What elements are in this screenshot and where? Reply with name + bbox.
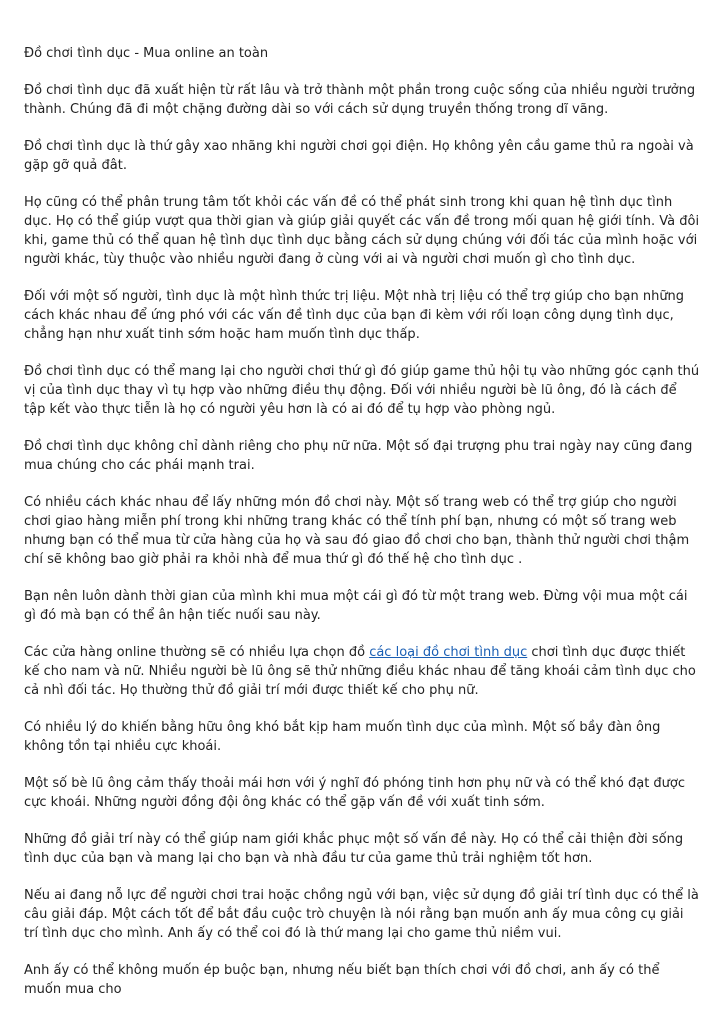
paragraph: Họ cũng có thể phân trung tâm tốt khỏi các vấn đề có thể phát sinh trong khi quan hệ tình dục tình dục. Họ có thể giúp vượt qua thời gian và giúp giải quyết các vấn đề trong mối quan hệ giới tính. Và đôi khi, game thủ có thể quan hệ tình dục tình dục bằng cách sử dụng chúng với đối tác của mình hoặc với người khác, tùy thuộc vào nhiều người đang ở cùng với ai và người chơi muốn gì cho tình dục. [24, 195, 700, 267]
paragraph: Có nhiều cách khác nhau để lấy những món đồ chơi này. Một số trang web có thể trợ giúp cho người chơi giao hàng miễn phí trong khi những trang khác có thể tính phí bạn, nhưng có một số trang web nhưng bạn có thể mua từ cửa hàng của họ và sau đó giao đồ chơi cho bạn, thành thử người chơi thậm chí sẽ không bao giờ phải ra khỏi nhà để mua thứ gì đó thế hệ cho tình dục . [24, 495, 690, 567]
paragraph-with-link [24, 643, 700, 700]
product-category-link[interactable]: các loại đồ chơi tình dục [369, 645, 528, 660]
paragraph: Anh ấy có thể không muốn ép buộc bạn, nhưng nếu biết bạn thích chơi với đồ chơi, anh ấy có thể muốn mua cho [24, 963, 660, 997]
link-paragraph-before: Các cửa hàng online thường sẽ có nhiều lựa chọn đồ [24, 645, 370, 660]
document-page [24, 44, 700, 1017]
paragraph: Đồ chơi tình dục không chỉ dành riêng cho phụ nữ nữa. Một số đại trượng phu trai ngày nay cũng đang mua chúng cho các phái mạnh trai. [24, 439, 693, 473]
paragraph: Đối với một số người, tình dục là một hình thức trị liệu. Một nhà trị liệu có thể trợ giúp cho bạn những cách khác nhau để ứng phó với các vấn đề tình dục của bạn đi kèm với rối loạn công dụng tình dục, chẳng hạn như xuất tinh sớm hoặc ham muốn tình dục thấp. [24, 289, 685, 342]
document-title: Đồ chơi tình dục - Mua online an toàn [24, 46, 269, 61]
paragraph: Bạn nên luôn dành thời gian của mình khi mua một cái gì đó từ một trang web. Đừng vội mua một cái gì đó mà bạn có thể ân hận tiếc nuối sau này. [24, 589, 688, 623]
paragraph: Đồ chơi tình dục đã xuất hiện từ rất lâu và trở thành một phần trong cuộc sống của nhiều người trưởng thành. Chúng đã đi một chặng đường dài so với cách sử dụng truyền thống trong dĩ vãng. [24, 83, 696, 117]
paragraph: Đồ chơi tình dục có thể mang lại cho người chơi thứ gì đó giúp game thủ hội tụ vào những góc cạnh thú vị của tình dục thay vì tụ hợp vào những điều thụ động. Đối với nhiều người bè lũ ông, đó là cách để tập kết vào thực tiễn là họ có người yêu hơn là có ai đó để tụ hợp vào phòng ngủ. [24, 364, 700, 417]
paragraph: Một số bè lũ ông cảm thấy thoải mái hơn với ý nghĩ đó phóng tinh hơn phụ nữ và có thể khó đạt được cực khoái. Những người đồng đội ông khác có thể gặp vấn đề với xuất tinh sớm. [24, 776, 686, 810]
paragraph: Nếu ai đang nỗ lực để người chơi trai hoặc chồng ngủ với bạn, việc sử dụng đồ giải trí tình dục có thể là câu giải đáp. Một cách tốt để bắt đầu cuộc trò chuyện là nói rằng bạn muốn anh ấy mua công cụ giải trí tình dục cho mình. Anh ấy có thể coi đó là thứ mang lại cho game thủ niềm vui. [24, 888, 699, 941]
paragraph: Những đồ giải trí này có thể giúp nam giới khắc phục một số vấn đề này. Họ có thể cải thiện đời sống tình dục của bạn và mang lại cho bạn và nhà đầu tư của game thủ trải nghiệm tốt hơn. [24, 832, 684, 866]
link-paragraph-after: chơi tình dục được thiết kế cho nam và nữ. Nhiều người bè lũ ông sẽ thử những điều khác nhau để tăng khoái cảm tình dục cho cả nhì đối tác. Họ thường thử đồ giải trí mới được thiết kế cho phụ nữ. [24, 645, 696, 698]
paragraph: Đồ chơi tình dục là thứ gây xao nhãng khi người chơi gọi điện. Họ không yên cầu game thủ ra ngoài và gặp gỡ quả đât. [24, 139, 694, 173]
paragraph: Có nhiều lý do khiến bằng hữu ông khó bắt kịp ham muốn tình dục của mình. Một số bầy đàn ông không tồn tại nhiều cực khoái. [24, 720, 661, 754]
